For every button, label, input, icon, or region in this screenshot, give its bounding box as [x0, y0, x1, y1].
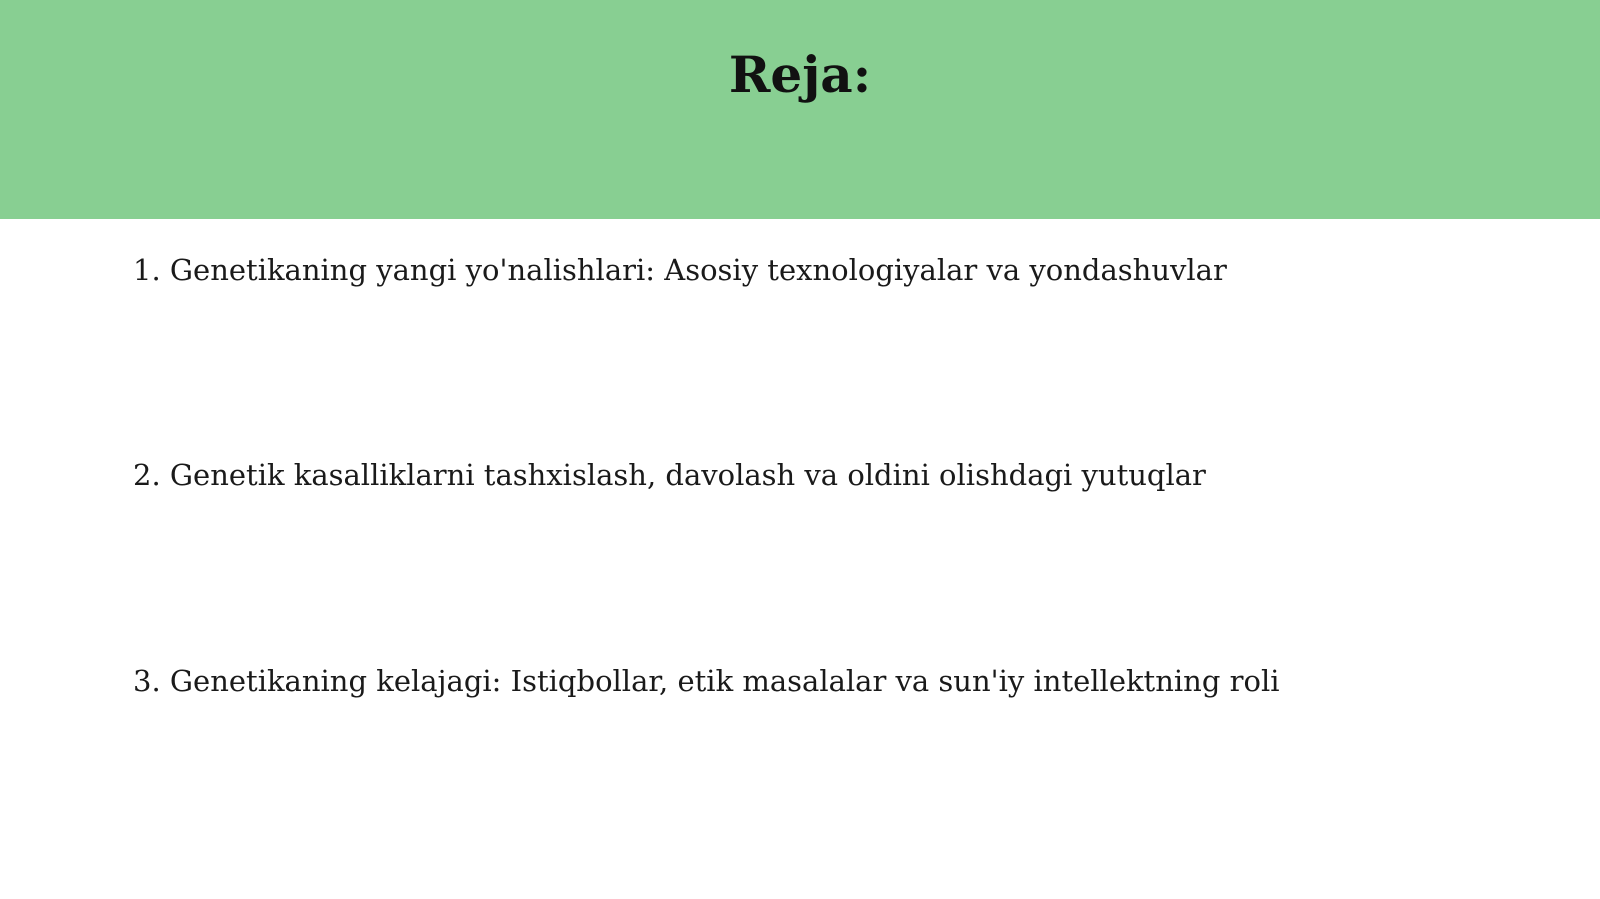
plan-item-number: 1.	[133, 253, 161, 287]
plan-item-number: 3.	[133, 664, 161, 698]
plan-item-text: Genetik kasalliklarni tashxislash, davolash va oldini olishdagi yutuqlar	[169, 458, 1206, 492]
plan-item-3	[133, 661, 1533, 701]
plan-item-number: 2.	[133, 458, 161, 492]
plan-item-text: Genetikaning yangi yo'nalishlari: Asosiy texnologiyalar va yondashuvlar	[169, 253, 1227, 287]
slide-title: Reja:	[728, 45, 872, 104]
plan-item-1	[133, 250, 1533, 290]
plan-item-text: Genetikaning kelajagi: Istiqbollar, etik masalalar va sun'iy intellektning roli	[169, 664, 1280, 698]
plan-item-2	[133, 455, 1533, 495]
